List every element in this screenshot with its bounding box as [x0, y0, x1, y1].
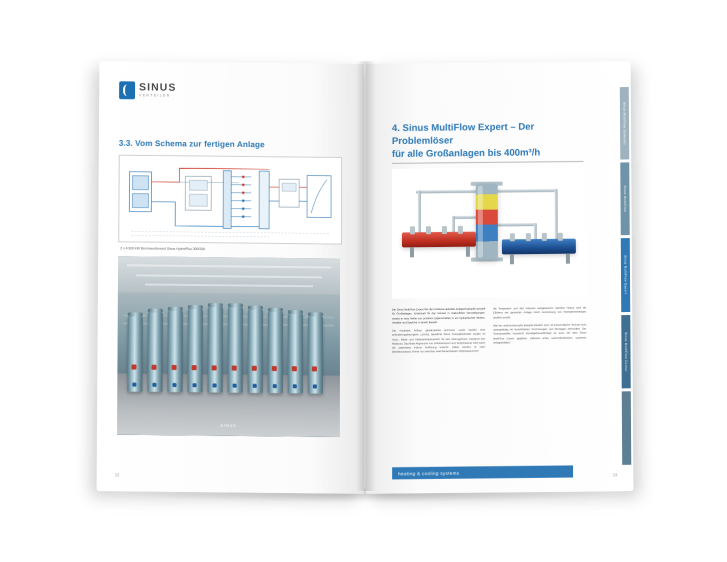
page-left: [97, 61, 364, 494]
body-columns: [392, 306, 586, 359]
index-tab-center[interactable]: Sinus MultiFlow Center: [621, 315, 630, 389]
index-tabs: [620, 87, 631, 465]
sinus-logo-icon: [119, 81, 135, 99]
footer-text: heating & cooling systems: [398, 470, 460, 476]
photo-watermark: SINUS: [220, 422, 237, 428]
body-paragraph: die Temperatur und das Volumen ausgetauscht. Darüber hinaus wird die Effizienz der gesamten Anlage durch Ausnutzung von Restwärmemengen deutlich erhöht.: [493, 306, 587, 320]
page-title-line1: 4. Sinus MultiFlow Expert – Der Problemlöser: [391, 121, 535, 147]
footer-banner: [392, 465, 573, 479]
body-paragraph: Der Sinus MultiFlow Expert löst die Probleme aktueller Anlagenhydraulik speziell für Großanlagen. Entwickelt für den Einsatz in maßvollsten Verzweigungen, vereint er eine Reihe von positiven Eigenschaften in ein hydraulisches Wirken, Verteiler und Speicher in einem Bauteil.: [392, 307, 486, 325]
index-tab-expert[interactable]: Sinus MultiFlow Expert: [621, 238, 630, 311]
body-paragraph: War ein verbrauchernahe Beispiel deutlich wird, ist fortschrittliche Technik nicht zwangsläufig mit komplizierten Vorrichtungen und Montagen verbunden. Der Vorausverteiler bezweckt Montagefreundlichkeit ist auch bei dem Sinus MultiFlow Expert gegeben, inklusive eines nachvollziehbaren, sauberen Anlagenbildes!: [493, 323, 587, 345]
brand-name: SINUS: [139, 81, 177, 94]
photo-ceiling: [118, 256, 340, 294]
hydraulic-schema-figure: [118, 155, 342, 245]
page-number-right: 13: [612, 472, 618, 478]
brand-logo: [119, 81, 176, 99]
brand-subtitle: VERTEILER: [139, 93, 171, 99]
separator-vessel: [476, 184, 498, 260]
left-section-heading: 3.3. Vom Schema zur fertigen Anlage: [118, 138, 265, 150]
page-number-left: 12: [114, 472, 120, 478]
index-tab-extra[interactable]: [622, 391, 632, 465]
page-title: [392, 121, 581, 162]
page-right: [366, 61, 633, 494]
index-tab-multiflow[interactable]: Sinus MultiFlow: [620, 163, 629, 236]
schema-diagram-icon: [119, 156, 341, 244]
manifold-blue: [502, 239, 576, 255]
body-column-1: [392, 308, 485, 360]
index-tab-domestic[interactable]: Sinus MultiFlow Domestic: [620, 87, 629, 160]
brand-logo-text: [139, 82, 177, 98]
plant-room-photo: [117, 256, 340, 437]
body-column-2: [493, 306, 586, 358]
body-paragraph: Der modulare Aufbau gewährleistet technisch sowie baulich eine anforderungsbezogene Lösung. Bewährte Sinus Kompaktverteiler sorgen im Hoch-, Mittel- und Tieftemperaturbereich für den reibungslosen Transport des Mediums. Das klare Abgrenzen von Volumenstrom und Temperaturen wird durch die patentierte interne Auflösung erreicht. Dabei werden, je nach Betriebszustand, immer nur zwischen zwei benachbarten Temperaturzonen: [392, 328, 486, 355]
brochure-spread: [97, 61, 634, 491]
page-title-line2: für alle Großanlagen bis 400m³/h: [391, 147, 541, 160]
manifold-red: [402, 232, 476, 248]
multiflow-expert-photo: [392, 167, 586, 299]
schema-caption: 2 x 4.500 kW Brennwertkessel Sinus HydroPlus 300/200: [120, 246, 206, 252]
